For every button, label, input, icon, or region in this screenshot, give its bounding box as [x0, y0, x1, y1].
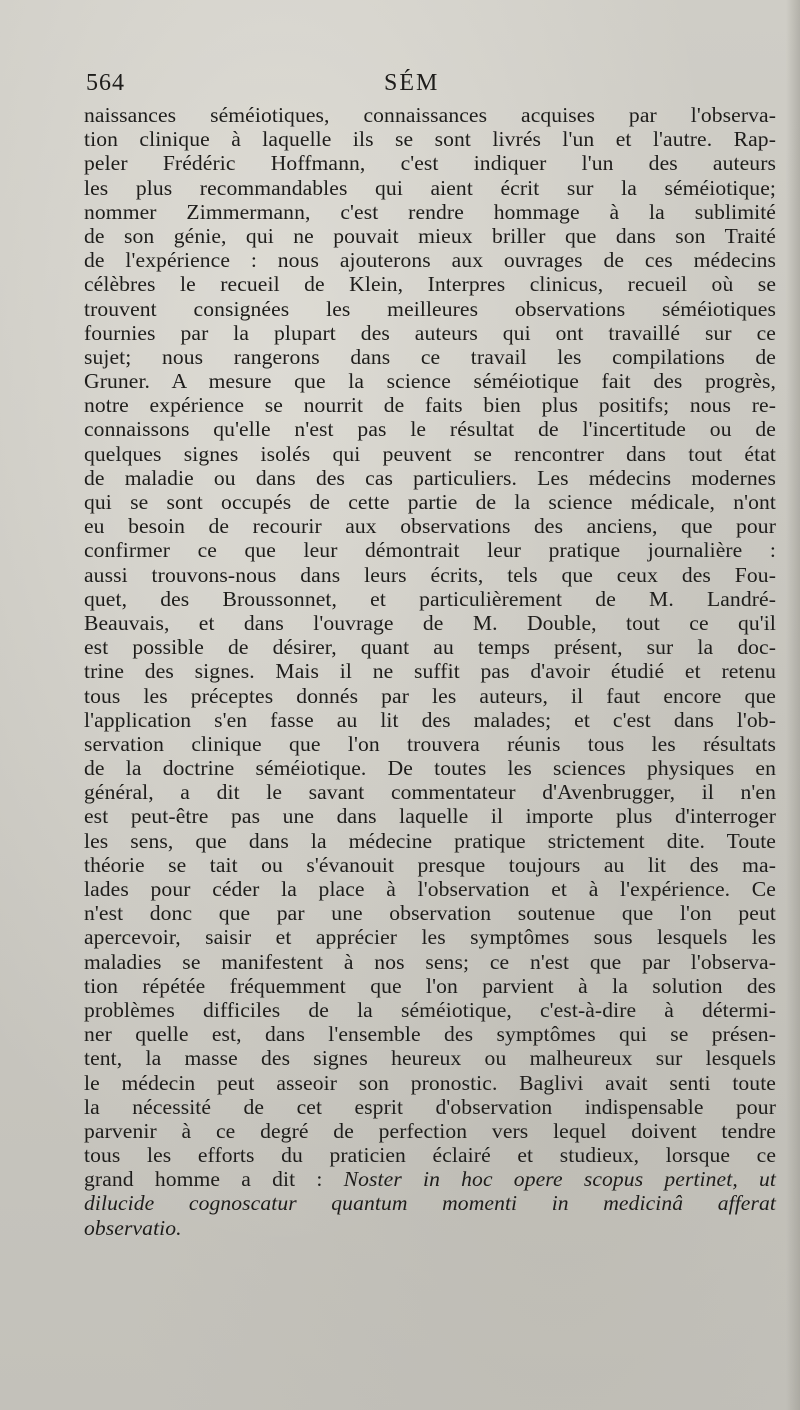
text-line: notre expérience se nourrit de faits bien plus positifs; nous re- — [84, 393, 776, 418]
text-line: n'est donc que par une observation soutenue que l'on peut — [84, 901, 776, 926]
quote-intro-line — [84, 1167, 776, 1191]
text-line: trouvent consignées les meilleures observations séméiotiques — [84, 296, 776, 321]
page-edge-shadow — [786, 0, 800, 1410]
text-line: théorie se tait ou s'évanouit presque toujours au lit des ma- — [84, 852, 776, 877]
text-line: tous les efforts du praticien éclairé et studieux, lorsque ce — [84, 1143, 776, 1168]
page-number: 564 — [86, 70, 125, 96]
text-line: tous les préceptes donnés par les auteurs, il faut encore que — [84, 683, 776, 708]
text-line: quet, des Broussonnet, et particulièrement de M. Landré- — [84, 586, 776, 611]
text-line: tion clinique à laquelle ils se sont livrés l'un et l'autre. Rap- — [84, 127, 776, 152]
latin-quote-line: observatio. — [84, 1215, 182, 1240]
text-line: aussi trouvons-nous dans leurs écrits, tels que ceux des Fou- — [84, 562, 776, 587]
text-line: trine des signes. Mais il ne suffit pas d'avoir étudié et retenu — [84, 659, 776, 684]
text-line: sujet; nous rangerons dans ce travail les compilations de — [84, 344, 776, 369]
latin-quote-line: dilucide cognoscatur quantum momenti in medicinâ afferat — [84, 1191, 776, 1216]
text-line: problèmes difficiles de la séméiotique, c'est-à-dire à détermi- — [84, 997, 776, 1022]
text-line: apercevoir, saisir et apprécier les symptômes sous lesquels les — [84, 925, 776, 950]
text-line: général, a dit le savant commentateur d'Avenbrugger, il n'en — [84, 780, 776, 805]
running-head: SÉM — [384, 70, 440, 96]
text-line: est possible de désirer, quant au temps présent, sur la doc- — [84, 635, 776, 660]
text-line: de l'expérience : nous ajouterons aux ouvrages de ces médecins — [84, 248, 776, 273]
text-line: est peut-être pas une dans laquelle il importe plus d'interroger — [84, 804, 776, 829]
text-line: quelques signes isolés qui peuvent se rencontrer dans tout état — [84, 441, 776, 466]
text-line: l'application s'en fasse au lit des malades; et c'est dans l'ob- — [84, 707, 776, 732]
text-line: tent, la masse des signes heureux ou malheureux sur lesquels — [84, 1046, 776, 1071]
text-line: tion répétée fréquemment que l'on parvient à la solution des — [84, 973, 776, 998]
quote-intro-text: grand homme a dit : — [84, 1167, 344, 1192]
text-line: qui se sont occupés de cette partie de la science médicale, n'ont — [84, 490, 776, 514]
text-line: peler Frédéric Hoffmann, c'est indiquer l'un des auteurs — [84, 151, 776, 176]
text-line: la nécessité de cet esprit d'observation indispensable pour — [84, 1094, 776, 1119]
text-line: naissances séméiotiques, connaissances acquises par l'observa- — [84, 103, 776, 127]
text-line: le médecin peut asseoir son pronostic. Baglivi avait senti toute — [84, 1070, 776, 1095]
text-line: confirmer ce que leur démontrait leur pratique journalière : — [84, 538, 776, 563]
text-line: de la doctrine séméiotique. De toutes les sciences physiques en — [84, 756, 776, 781]
text-line: Beauvais, et dans l'ouvrage de M. Double, tout ce qu'il — [84, 610, 776, 635]
text-line: de maladie ou dans des cas particuliers. Les médecins modernes — [84, 465, 776, 490]
text-line: lades pour céder la place à l'observation et à l'expérience. Ce — [84, 877, 776, 901]
page-header — [86, 70, 750, 104]
text-line: connaissons qu'elle n'est pas le résultat de l'incertitude ou de — [84, 417, 776, 442]
text-line: les plus recommandables qui aient écrit sur la séméiotique; — [84, 175, 776, 200]
text-line: célèbres le recueil de Klein, Interpres clinicus, recueil où se — [84, 272, 776, 297]
text-line: parvenir à ce degré de perfection vers lequel doivent tendre — [84, 1118, 776, 1143]
text-line: de son génie, qui ne pouvait mieux briller que dans son Traité — [84, 223, 776, 248]
body-text — [84, 103, 776, 1240]
text-line: eu besoin de recourir aux observations des anciens, que pour — [84, 514, 776, 539]
latin-quote-text: Noster in hoc opere scopus pertinet, ut — [343, 1167, 776, 1192]
text-line: servation clinique que l'on trouvera réunis tous les résultats — [84, 731, 776, 756]
text-line: fournies par la plupart des auteurs qui ont travaillé sur ce — [84, 320, 776, 345]
text-line: Gruner. A mesure que la science séméiotique fait des progrès, — [84, 369, 776, 394]
text-line: les sens, que dans la médecine pratique strictement dite. Toute — [84, 828, 776, 853]
text-line: ner quelle est, dans l'ensemble des symptômes qui se présen- — [84, 1022, 776, 1047]
text-line: nommer Zimmermann, c'est rendre hommage à la sublimité — [84, 199, 776, 224]
text-line: maladies se manifestent à nos sens; ce n'est que par l'observa- — [84, 949, 776, 974]
